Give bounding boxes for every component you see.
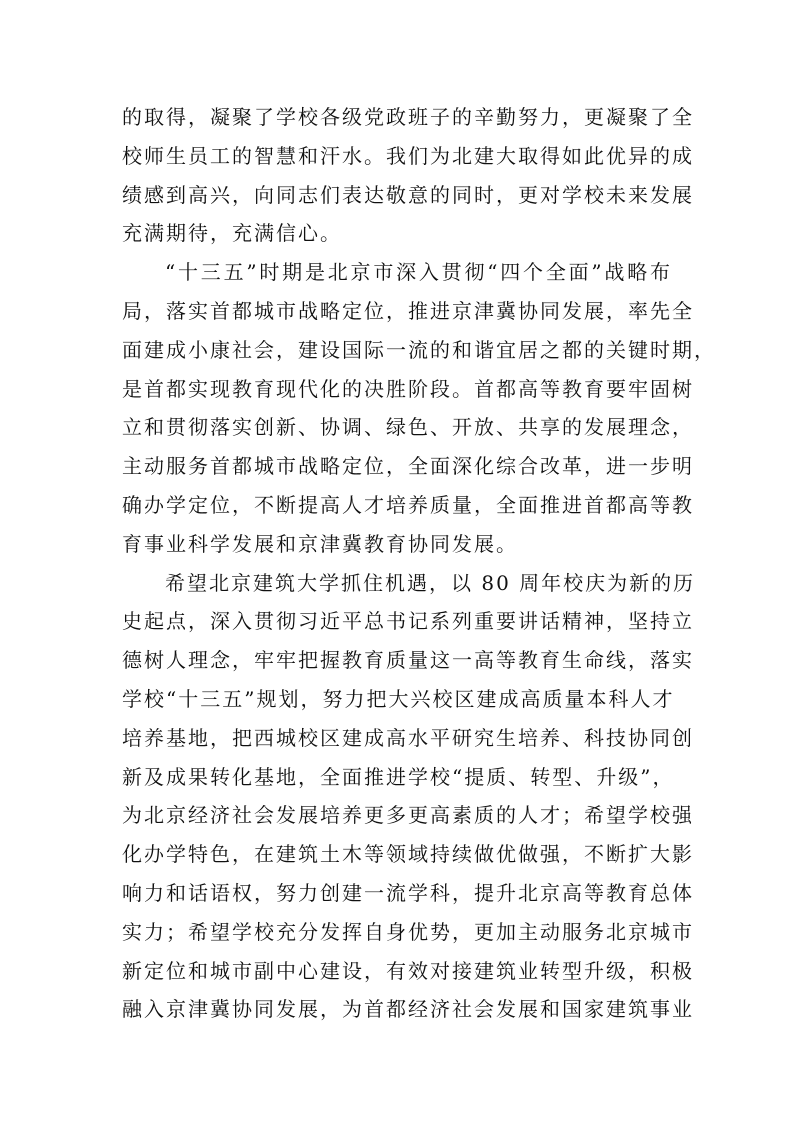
text-line: 史起点，深入贯彻习近平总书记系列重要讲话精神，坚持立 (122, 609, 694, 634)
text-line: 新及成果转化基地，全面推进学校“提质、转型、升级”， (122, 764, 675, 789)
text-line: 化办学特色，在建筑土木等领域持续做优做强，不断扩大影 (122, 842, 694, 867)
text-line: 为北京经济社会发展培养更多更高素质的人才；希望学校强 (122, 803, 694, 828)
paragraph (122, 253, 716, 563)
text-line: 主动服务首都城市战略定位，全面深化综合改革，进一步明 (122, 454, 694, 479)
text-line: 实力；希望学校充分发挥自身优势，更加主动服务北京城市 (122, 919, 694, 944)
text-line: “十三五”时期是北京市深入贯彻“四个全面”战略布 (165, 260, 672, 285)
document-page (122, 98, 716, 1029)
text-line: 德树人理念，牢牢把握教育质量这一高等教育生命线，落实 (122, 648, 694, 673)
text-line: 绩感到高兴，向同志们表达敬意的同时，更对学校未来发展 (122, 182, 694, 207)
text-line: 局，落实首都城市战略定位，推进京津冀协同发展，率先全 (122, 298, 694, 323)
paragraph (122, 564, 696, 1030)
text-line: 确办学定位，不断提高人才培养质量，全面推进首都高等教 (122, 492, 694, 517)
text-line: 融入京津冀协同发展，为首都经济社会发展和国家建筑事业 (122, 997, 694, 1022)
text-line: 充满期待，充满信心。 (122, 221, 342, 246)
text-line: 是首都实现教育现代化的决胜阶段。首都高等教育要牢固树 (122, 376, 694, 401)
text-line: 校师生员工的智慧和汗水。我们为北建大取得如此优异的成 (122, 143, 694, 168)
text-line: 立和贯彻落实创新、协调、绿色、开放、共享的发展理念， (122, 415, 694, 440)
paragraph (122, 98, 694, 253)
text-line: 希望北京建筑大学抓住机遇，以 80 周年校庆为新的历 (165, 570, 696, 595)
text-line: 响力和话语权，努力创建一流学科，提升北京高等教育总体 (122, 880, 694, 905)
text-line: 育事业科学发展和京津冀教育协同发展。 (122, 531, 518, 556)
text-line: 新定位和城市副中心建设，有效对接建筑业转型升级，积极 (122, 958, 694, 983)
text-line: 面建成小康社会，建设国际一流的和谐宜居之都的关键时期， (122, 337, 716, 362)
text-line: 培养基地，把西城校区建成高水平研究生培养、科技协同创 (122, 725, 694, 750)
text-line: 的取得，凝聚了学校各级党政班子的辛勤努力，更凝聚了全 (122, 105, 694, 129)
text-line: 学校“十三五”规划，努力把大兴校区建成高质量本科人才 (122, 686, 675, 711)
